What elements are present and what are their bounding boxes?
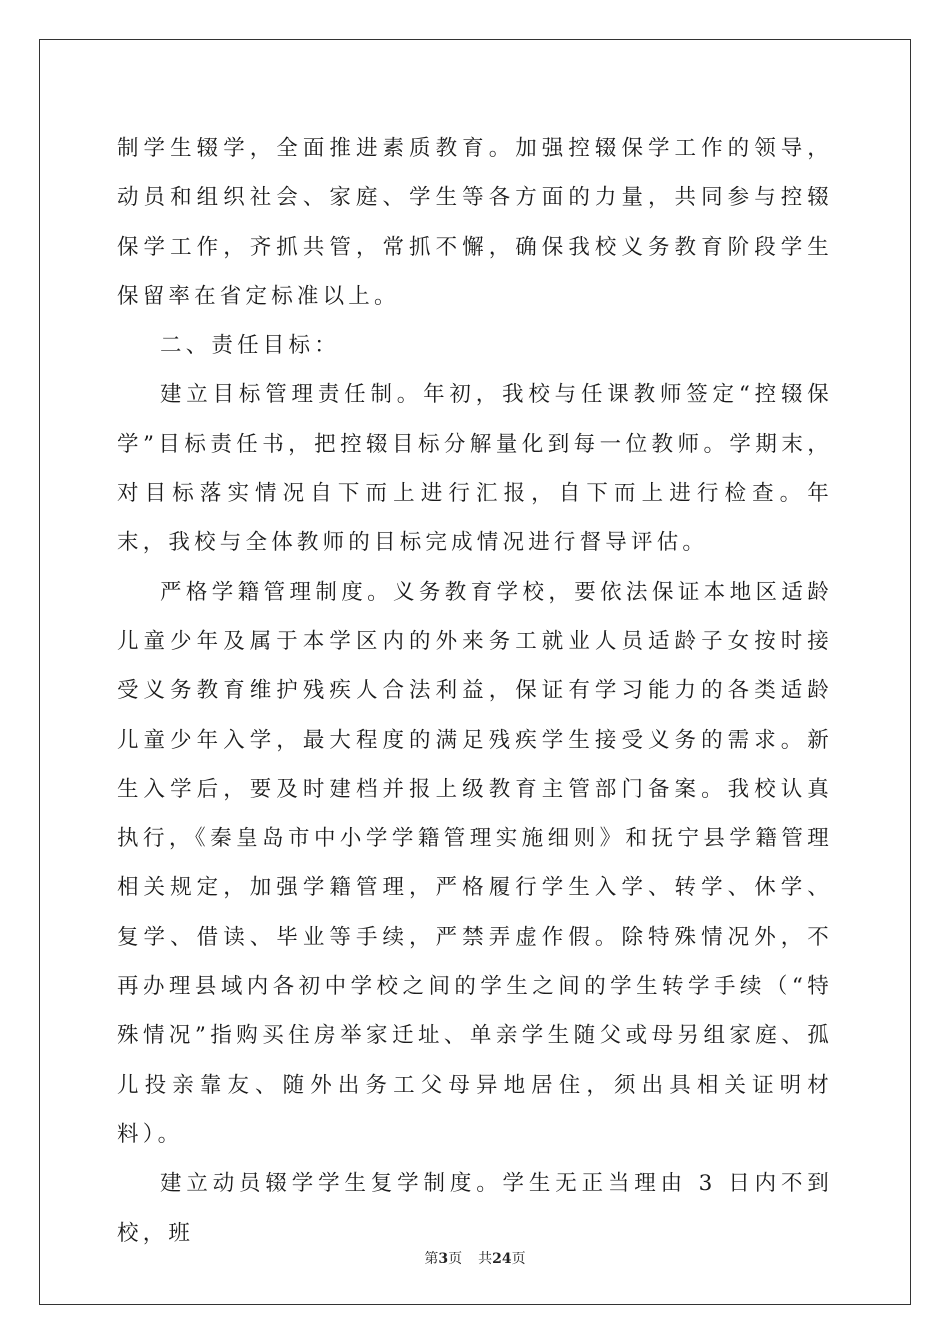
paragraph-dropout-return: 建立动员辍学学生复学制度。学生无正当理由 3 日内不到校，班: [117, 1171, 833, 1246]
section-heading-responsibility-goals: 二、责任目标：: [160, 333, 340, 359]
paragraph-target-management: 建立目标管理责任制。年初，我校与任课教师签定“控辍保学”目标责任书，把控辍目标分解量化到每一位教师。学期末，对目标落实情况自下而上进行汇报，自下而上进行检查。年末，我校与全体教师的目标完成情况进行督导评估。: [117, 382, 833, 556]
total-prefix: 共: [478, 1251, 493, 1267]
total-suffix: 页: [511, 1251, 526, 1267]
page-prefix: 第: [424, 1251, 439, 1267]
page-footer: [0, 1248, 950, 1268]
paragraph-student-registry: 严格学籍管理制度。义务教育学校，要依法保证本地区适龄儿童少年及属于本学区内的外来务工就业人员适龄子女按时接受义务教育维护残疾人合法利益，保证有学习能力的各类适龄儿童少年入学，最大程度的满足残疾学生接受义务的需求。新生入学后，要及时建档并报上级教育主管部门备案。我校认真执行，《秦皇岛市中小学学籍管理实施细则》和抚宁县学籍管理相关规定，加强学籍管理，严格履行学生入学、转学、休学、复学、借读、毕业等手续，严禁弄虚作假。除特殊情况外，不再办理县域内各初中学校之间的学生之间的学生转学手续（“特殊情况”指购买住房举家迁址、单亲学生随父或母另组家庭、孤儿投亲靠友、随外出务工父母异地居住，须出具相关证明材料）。: [117, 579, 833, 1147]
total-pages: 24: [492, 1251, 512, 1267]
page-suffix: 页: [448, 1251, 463, 1267]
document-body: [117, 124, 833, 1258]
paragraph-1: 制学生辍学，全面推进素质教育。加强控辍保学工作的领导，动员和组织社会、家庭、学生等各方面的力量，共同参与控辍保学工作，齐抓共管，常抓不懈，确保我校义务教育阶段学生保留率在省定标准以上。: [117, 136, 833, 309]
page-number: 3: [438, 1251, 449, 1267]
